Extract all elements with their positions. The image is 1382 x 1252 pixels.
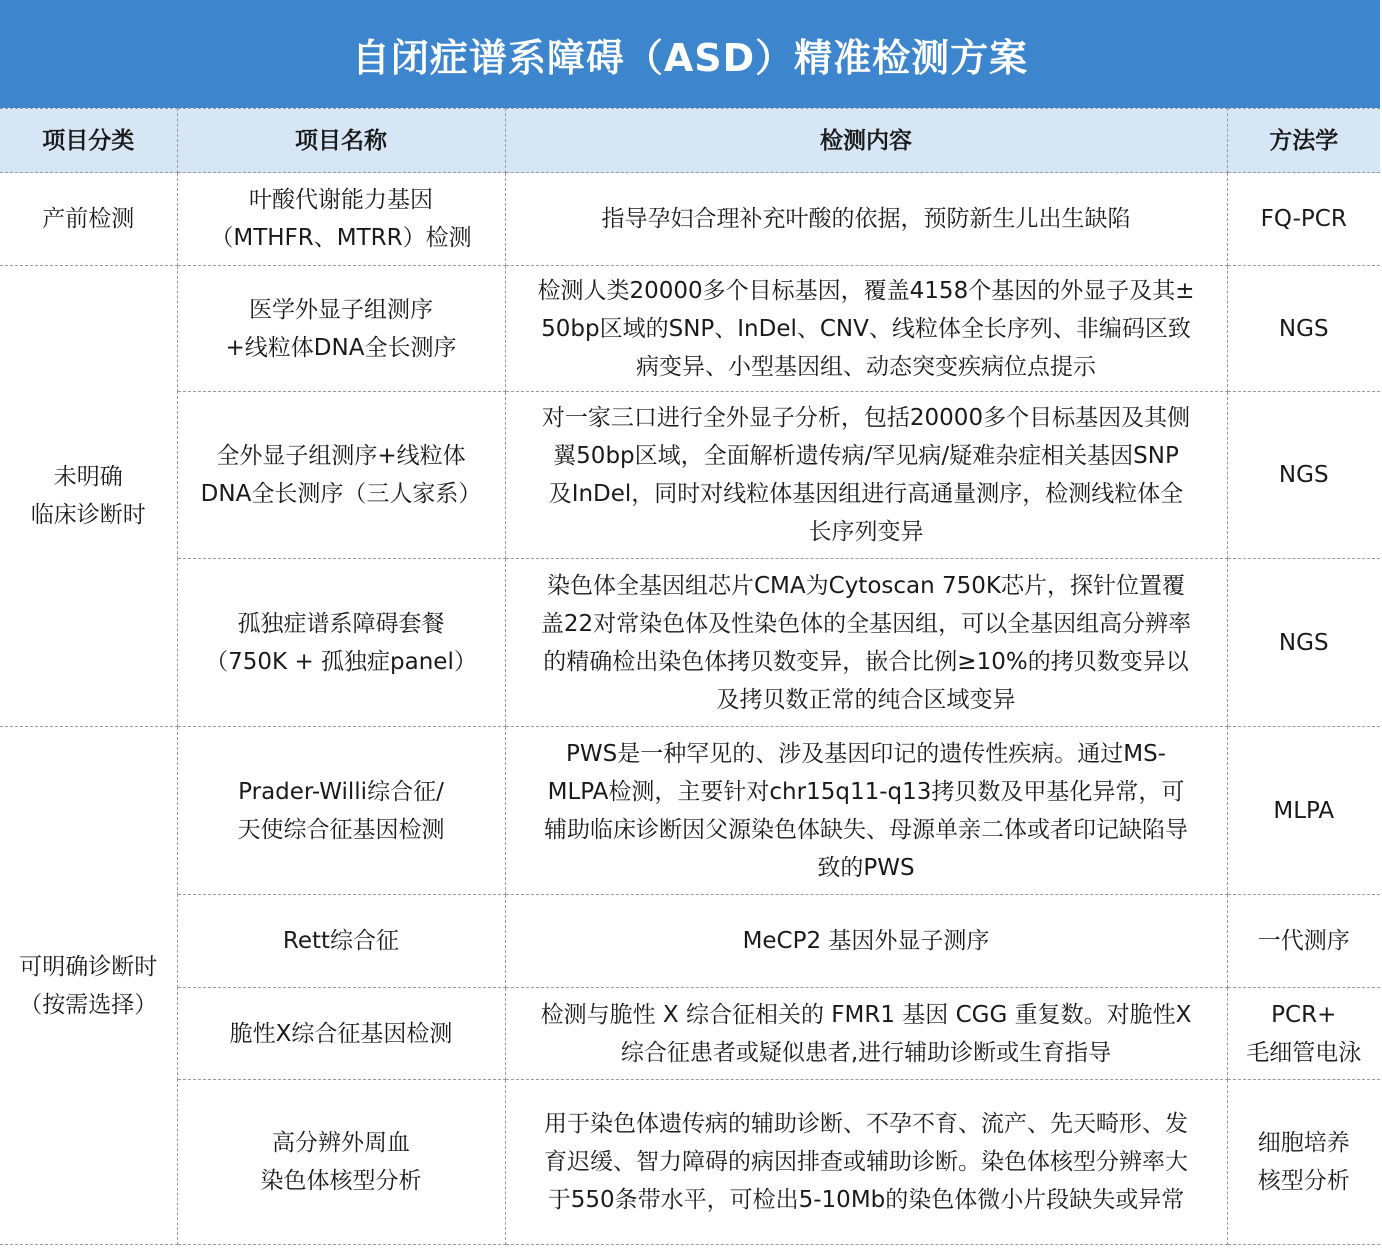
- item-name-line: Rett综合征: [282, 928, 400, 954]
- category-label: 未明确: [53, 464, 123, 490]
- item-name-line: 天使综合征基因检测: [237, 816, 445, 843]
- item-name-line: 医学外显子组测序: [249, 296, 433, 323]
- item-name-cell: [177, 988, 505, 1080]
- item-name-cell: [177, 392, 505, 559]
- item-name-line: 孤独症谱系障碍套餐: [237, 610, 445, 637]
- item-name-cell: [177, 266, 505, 392]
- category-cell: [0, 727, 177, 1245]
- table-row: [0, 392, 1380, 559]
- content-line: 翼50bp区域，全面解析遗传病/罕见病/疑难杂症相关基因SNP: [553, 443, 1179, 469]
- item-name-line: （750K + 孤独症panel）: [205, 648, 477, 675]
- table-row: [0, 1080, 1380, 1245]
- method-label: 核型分析: [1257, 1168, 1350, 1194]
- method-label: FQ-PCR: [1260, 206, 1347, 232]
- item-name-cell: [177, 727, 505, 895]
- content-line: 指导孕妇合理补充叶酸的依据，预防新生儿出生缺陷: [601, 206, 1131, 232]
- item-name-line: 叶酸代谢能力基因: [249, 187, 433, 213]
- content-line: 病变异、小型基因组、动态突变疾病位点提示: [636, 353, 1096, 380]
- content-line: 综合征患者或疑似患者,进行辅助诊断或生育指导: [620, 1039, 1112, 1066]
- content-line: 检测与脆性 X 综合征相关的 FMR1 基因 CGG 重复数。对脆性X: [540, 1001, 1192, 1028]
- method-label: 毛细管电泳: [1246, 1039, 1362, 1066]
- category-label: 产前检测: [42, 206, 135, 232]
- content-cell: [505, 895, 1227, 988]
- category-cell: [0, 266, 177, 727]
- content-cell: [505, 173, 1227, 266]
- item-name-line: （MTHFR、MTRR）检测: [210, 225, 472, 251]
- content-cell: [505, 1080, 1227, 1245]
- content-line: 对一家三口进行全外显子分析，包括20000多个目标基因及其侧: [541, 405, 1191, 431]
- content-line: MLPA检测，主要针对chr15q11-q13拷贝数及甲基化异常，可: [547, 778, 1185, 805]
- method-cell: [1227, 727, 1380, 895]
- content-cell: [505, 727, 1227, 895]
- item-name-cell: [177, 559, 505, 727]
- table-row: [0, 727, 1380, 895]
- content-line: 用于染色体遗传病的辅助诊断、不孕不育、流产、先天畸形、发: [544, 1111, 1188, 1137]
- category-cell: [0, 173, 177, 266]
- content-line: 50bp区域的SNP、InDel、CNV、线粒体全长序列、非编码区致: [541, 315, 1191, 342]
- content-cell: [505, 392, 1227, 559]
- content-line: 辅助临床诊断因父源染色体缺失、母源单亲二体或者印记缺陷导: [544, 816, 1188, 843]
- method-cell: [1227, 266, 1380, 392]
- content-line: 育迟缓、智力障碍的病因排查或辅助诊断。染色体核型分辨率大: [544, 1149, 1188, 1175]
- item-name-line: +线粒体DNA全长测序: [225, 334, 457, 361]
- content-line: 盖22对常染色体及性染色体的全基因组，可以全基因组高分辨率: [540, 610, 1192, 637]
- method-cell: [1227, 392, 1380, 559]
- method-label: PCR+: [1271, 1001, 1337, 1028]
- method-label: NGS: [1278, 462, 1329, 488]
- content-line: 长序列变异: [808, 519, 924, 545]
- method-cell: [1227, 1080, 1380, 1245]
- table-row: [0, 266, 1380, 392]
- item-name-line: Prader-Willi综合征/: [238, 778, 444, 805]
- category-label: （按需选择）: [19, 991, 158, 1018]
- item-name-line: 染色体核型分析: [260, 1168, 422, 1194]
- content-cell: [505, 988, 1227, 1080]
- table-row: [0, 559, 1380, 727]
- header-item-name: 项目名称: [177, 109, 505, 173]
- item-name-line: DNA全长测序（三人家系）: [200, 481, 482, 507]
- header-category: 项目分类: [0, 109, 177, 173]
- header-content: 检测内容: [505, 109, 1227, 173]
- content-line: 于550条带水平，可检出5-10Mb的染色体微小片段缺失或异常: [547, 1187, 1185, 1213]
- content-line: MeCP2 基因外显子测序: [742, 928, 990, 954]
- method-cell: [1227, 895, 1380, 988]
- table-row: [0, 895, 1380, 988]
- item-name-cell: [177, 895, 505, 988]
- content-cell: [505, 559, 1227, 727]
- method-label: NGS: [1278, 629, 1329, 656]
- method-label: MLPA: [1273, 797, 1335, 824]
- content-line: 及InDel，同时对线粒体基因组进行高通量测序，检测线粒体全: [548, 481, 1184, 507]
- table-header-row: [0, 109, 1380, 173]
- detection-scheme-table: [0, 108, 1380, 1245]
- table-row: [0, 988, 1380, 1080]
- method-label: 一代测序: [1257, 928, 1350, 954]
- content-line: 检测人类20000多个目标基因，覆盖4158个基因的外显子及其±: [537, 277, 1195, 304]
- page-title: 自闭症谱系障碍（ASD）精准检测方案: [0, 0, 1380, 108]
- category-label: 临床诊断时: [30, 502, 146, 528]
- method-cell: [1227, 988, 1380, 1080]
- content-cell: [505, 266, 1227, 392]
- item-name-cell: [177, 1080, 505, 1245]
- item-name-line: 脆性X综合征基因检测: [229, 1020, 453, 1047]
- method-label: NGS: [1278, 315, 1329, 342]
- method-cell: [1227, 173, 1380, 266]
- item-name-line: 高分辨外周血: [272, 1130, 410, 1156]
- content-line: PWS是一种罕见的、涉及基因印记的遗传性疾病。通过MS-: [566, 740, 1166, 767]
- item-name-cell: [177, 173, 505, 266]
- header-method: 方法学: [1227, 109, 1380, 173]
- content-line: 的精确检出染色体拷贝数变异，嵌合比例≥10%的拷贝数变异以: [543, 648, 1189, 675]
- item-name-line: 全外显子组测序+线粒体: [216, 443, 466, 469]
- content-line: 及拷贝数正常的纯合区域变异: [716, 686, 1016, 713]
- category-label: 可明确诊断时: [19, 953, 158, 980]
- content-line: 致的PWS: [817, 854, 915, 881]
- content-line: 染色体全基因组芯片CMA为Cytoscan 750K芯片，探针位置覆: [547, 572, 1185, 599]
- method-cell: [1227, 559, 1380, 727]
- method-label: 细胞培养: [1257, 1130, 1350, 1156]
- table-row: [0, 173, 1380, 266]
